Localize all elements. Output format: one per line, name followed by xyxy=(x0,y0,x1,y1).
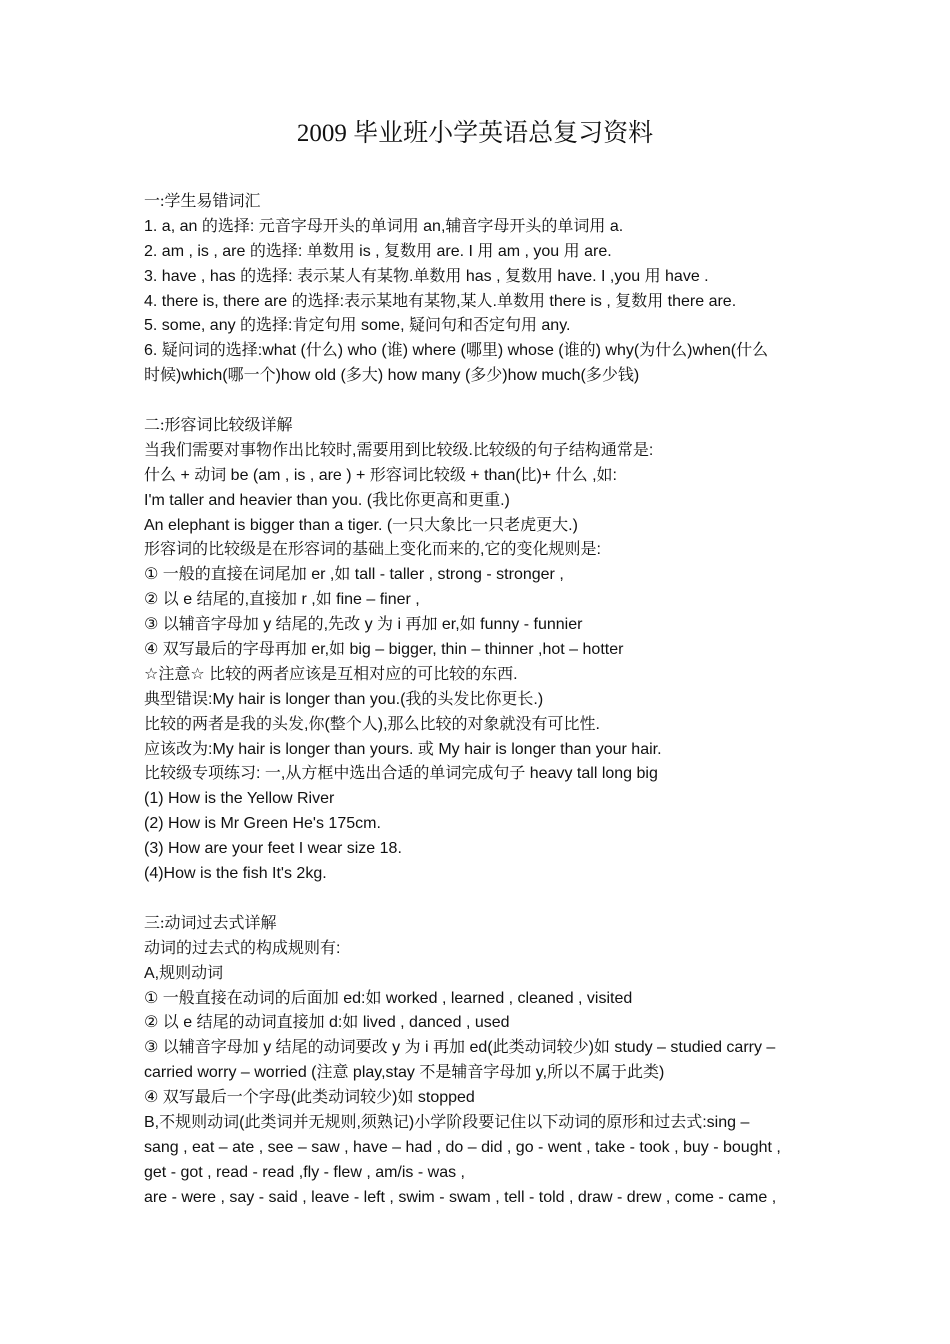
text-line: 比较级专项练习: 一,从方框中选出合适的单词完成句子 heavy tall long big xyxy=(144,765,658,783)
text-line: ② 以 e 结尾的,直接加 r ,如 fine – finer , xyxy=(144,591,420,609)
text-line: 典型错误:My hair is longer than you.(我的头发比你更长.) xyxy=(144,690,544,708)
text-line: ① 一般的直接在词尾加 er ,如 tall - taller , strong - stronger , xyxy=(144,566,564,584)
section-heading-comparatives: 二:形容词比较级详解 xyxy=(144,417,293,435)
text-line: ① 一般直接在动词的后面加 ed:如 worked , learned , cleaned , visited xyxy=(144,989,633,1007)
text-line: 什么 + 动词 be (am , is , are ) + 形容词比较级 + than(比)+ 什么 ,如: xyxy=(144,466,617,484)
text-line: 1. a, an 的选择: 元音字母开头的单词用 an,辅音字母开头的单词用 a. xyxy=(144,217,624,235)
text-line: (1) How is the Yellow River xyxy=(144,790,335,808)
text-line: get - got , read - read ,fly - flew , am/is - was , xyxy=(144,1163,465,1181)
text-line: 4. there is, there are 的选择:表示某地有某物,某人.单数用 there is , 复数用 there are. xyxy=(144,292,737,310)
text-line: ☆注意☆ 比较的两者应该是互相对应的可比较的东西. xyxy=(144,665,518,683)
text-line: 当我们需要对事物作出比较时,需要用到比较级.比较级的句子结构通常是: xyxy=(144,441,654,459)
text-line: 3. have , has 的选择: 表示某人有某物.单数用 has , 复数用 have. I ,you 用 have . xyxy=(144,267,709,285)
text-line: ② 以 e 结尾的动词直接加 d:如 lived , danced , used xyxy=(144,1014,510,1032)
text-line: ③ 以辅音字母加 y 结尾的动词要改 y 为 i 再加 ed(此类动词较少)如 study – studied carry – xyxy=(144,1039,776,1057)
blank-line xyxy=(144,389,810,414)
text-line: 6. 疑问词的选择:what (什么) who (谁) where (哪里) whose (谁的) why(为什么)when(什么 xyxy=(144,342,769,360)
text-line: 形容词的比较级是在形容词的基础上变化而来的,它的变化规则是: xyxy=(144,541,601,559)
section-heading-past-tense: 三:动词过去式详解 xyxy=(144,914,277,932)
text-line: (3) How are your feet I wear size 18. xyxy=(144,840,402,858)
text-line: 应该改为:My hair is longer than yours. 或 My hair is longer than your hair. xyxy=(144,740,662,758)
text-line: ③ 以辅音字母加 y 结尾的,先改 y 为 i 再加 er,如 funny - funnier xyxy=(144,616,583,634)
text-line: B,不规则动词(此类词并无规则,须熟记)小学阶段要记住以下动词的原形和过去式:sing – xyxy=(144,1113,750,1131)
text-line: (2) How is Mr Green He's 175cm. xyxy=(144,815,381,833)
text-line: (4)How is the fish It's 2kg. xyxy=(144,865,327,883)
text-line: sang , eat – ate , see – saw , have – had , do – did , go - went , take - took , buy - bought , xyxy=(144,1138,781,1156)
text-line: ④ 双写最后一个字母(此类动词较少)如 stopped xyxy=(144,1089,475,1107)
text-line: 比较的两者是我的头发,你(整个人),那么比较的对象就没有可比性. xyxy=(144,715,600,733)
document-body xyxy=(144,190,810,1211)
text-line: I'm taller and heavier than you. (我比你更高和更重.) xyxy=(144,491,510,509)
text-line: A,规则动词 xyxy=(144,964,224,982)
text-line: 5. some, any 的选择:肯定句用 some, 疑问句和否定句用 any. xyxy=(144,317,571,335)
text-line: are - were , say - said , leave - left , swim - swam , tell - told , draw - drew , come - came , xyxy=(144,1188,777,1206)
text-line: carried worry – worried (注意 play,stay 不是辅音字母加 y,所以不属于此类) xyxy=(144,1064,665,1082)
text-line: 时候)which(哪一个)how old (多大) how many (多少)how much(多少钱) xyxy=(144,367,640,385)
text-line: ④ 双写最后的字母再加 er,如 big – bigger, thin – thinner ,hot – hotter xyxy=(144,641,624,659)
blank-line xyxy=(144,887,810,912)
text-line: 2. am , is , are 的选择: 单数用 is , 复数用 are. I 用 am , you 用 are. xyxy=(144,242,612,260)
text-line: An elephant is bigger than a tiger. (一只大象比一只老虎更大.) xyxy=(144,516,578,534)
section-heading-vocabulary: 一:学生易错词汇 xyxy=(144,193,261,210)
text-line: 动词的过去式的构成规则有: xyxy=(144,939,341,957)
document-title: 2009 毕业班小学英语总复习资料 xyxy=(296,120,654,147)
